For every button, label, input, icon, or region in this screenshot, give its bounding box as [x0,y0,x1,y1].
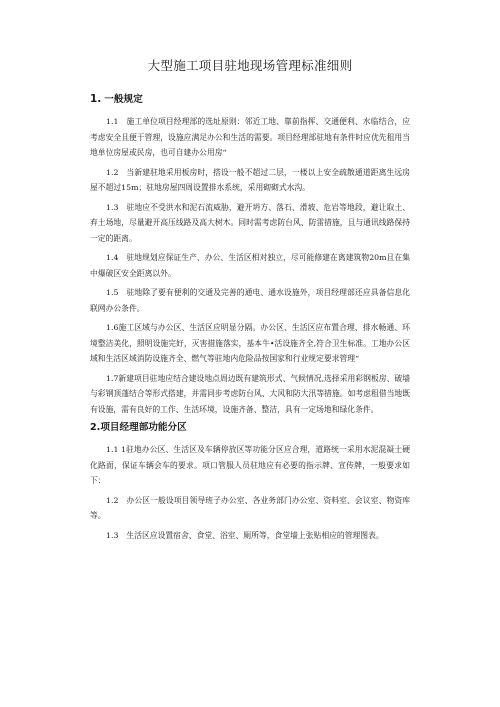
paragraph-1-2 [90,165,410,196]
clause-text: 驻地规划应保证生产、办公、生活区相对独立，尽可能修建在离建筑物20m且在集中爆破区安全距离以外。 [90,253,410,278]
clause-text: 施工单位项目经理部的选址原则：邻近工地、靠前指挥、交通便利、水临结合，应考虑安全且便于管理，设施应满足办公和生活的需要。项目经理部驻地有条件时应优先租用当地单位房屋或民房，也可自建办公用房“ [90,117,410,157]
paragraph-1-5 [90,285,410,316]
clause-text: 驻地应不受洪水和泥石流威胁，避开坍方、落石、滑坡、危岩等地段，避让取土、弃土场地，尽量避开高压线路及高大树木。同时需考虑防台风、防雷措施，且与通讯线路保持一定的距离。 [90,202,410,243]
section-heading-1 [90,92,410,107]
paragraph-2-1 [90,442,410,489]
document-body [90,92,410,547]
paragraph-1-1 [90,114,410,161]
section-heading-2 [90,421,410,435]
clause-text: 1.1 1驻地办公区、生活区及车辆停放区等功能分区应合理，道路统一采用水泥混凝土硬化路面，保证车辆会车的要求。项口管服人员驻地应有必要的指示牌、宣传牌，一般要求如下： [90,445,410,485]
clause-number: 1.3 [106,530,119,540]
clause-number: 1.2 [106,167,119,177]
clause-text: 驻地除了要有便利的交通及完善的通电、通水设施外，项目经理部还应具备信息化联网办公条件。 [90,288,410,313]
clause-number: 1.4 [106,253,119,262]
clause-text: 办公区一般设项目领导班子办公室、各业务部门办公室、资料室、会议室、物资库等。 [90,495,410,520]
clause-text: 生活区应设置宿舍、食堂、浴室、厕所等，食堂墙上张贴相应的管理图表。 [126,530,384,540]
section-number: 2. [90,422,101,433]
section-number: 1. [90,93,102,105]
paragraph-1-7 [90,371,410,418]
paragraph-2-3 [90,528,410,544]
section-title: 项目经理部功能分区 [100,422,187,433]
paragraph-1-4 [90,250,410,281]
clause-number: 1.1 [106,117,119,126]
section-title: 一般规定 [104,94,143,105]
clause-text: 当新建驻地采用板房时，搭设一般不超过二层，一楼以上安全疏散通道距离生远房屋不超过15m；驻地房屋四周设置排水系统，采用砌砌式水沟。 [90,167,410,192]
clause-text: 1.7新建项目驻地应结合建设地点周边既有建筑形式、气候情况,选择采用彩钢板房、破墙与彩钢顶蓬结合等形式搭建，并需同步考虑防台风、大风和防大汛等措施。如考虑租借当地既有设施，需有良好的工作、生活环境，设施齐备、整洁，具有一定场地和绿化条件。 [90,373,410,414]
paragraph-1-6 [90,320,410,367]
paragraph-1-3 [90,200,410,247]
paragraph-2-2 [90,493,410,524]
clause-number: 1.3 [106,202,119,212]
clause-number: 1.2 [106,495,119,505]
clause-text: 1.6施工区域与办公区、生活区应明显分隔。办公区、生活区应布置合理、排水畅通、环境整洁美化，照明设施完好，灭害措施落实，基本牛•活设施齐全,符合卫生标准。工地办公区域和生活区域消防设施齐全、燃气等驻地内危险品按国家和行业规定要求管理“ [90,323,410,363]
document-title: 大型施工项目驻地现场管理标准细则 [147,58,353,73]
clause-number: 1.5 [106,288,119,297]
